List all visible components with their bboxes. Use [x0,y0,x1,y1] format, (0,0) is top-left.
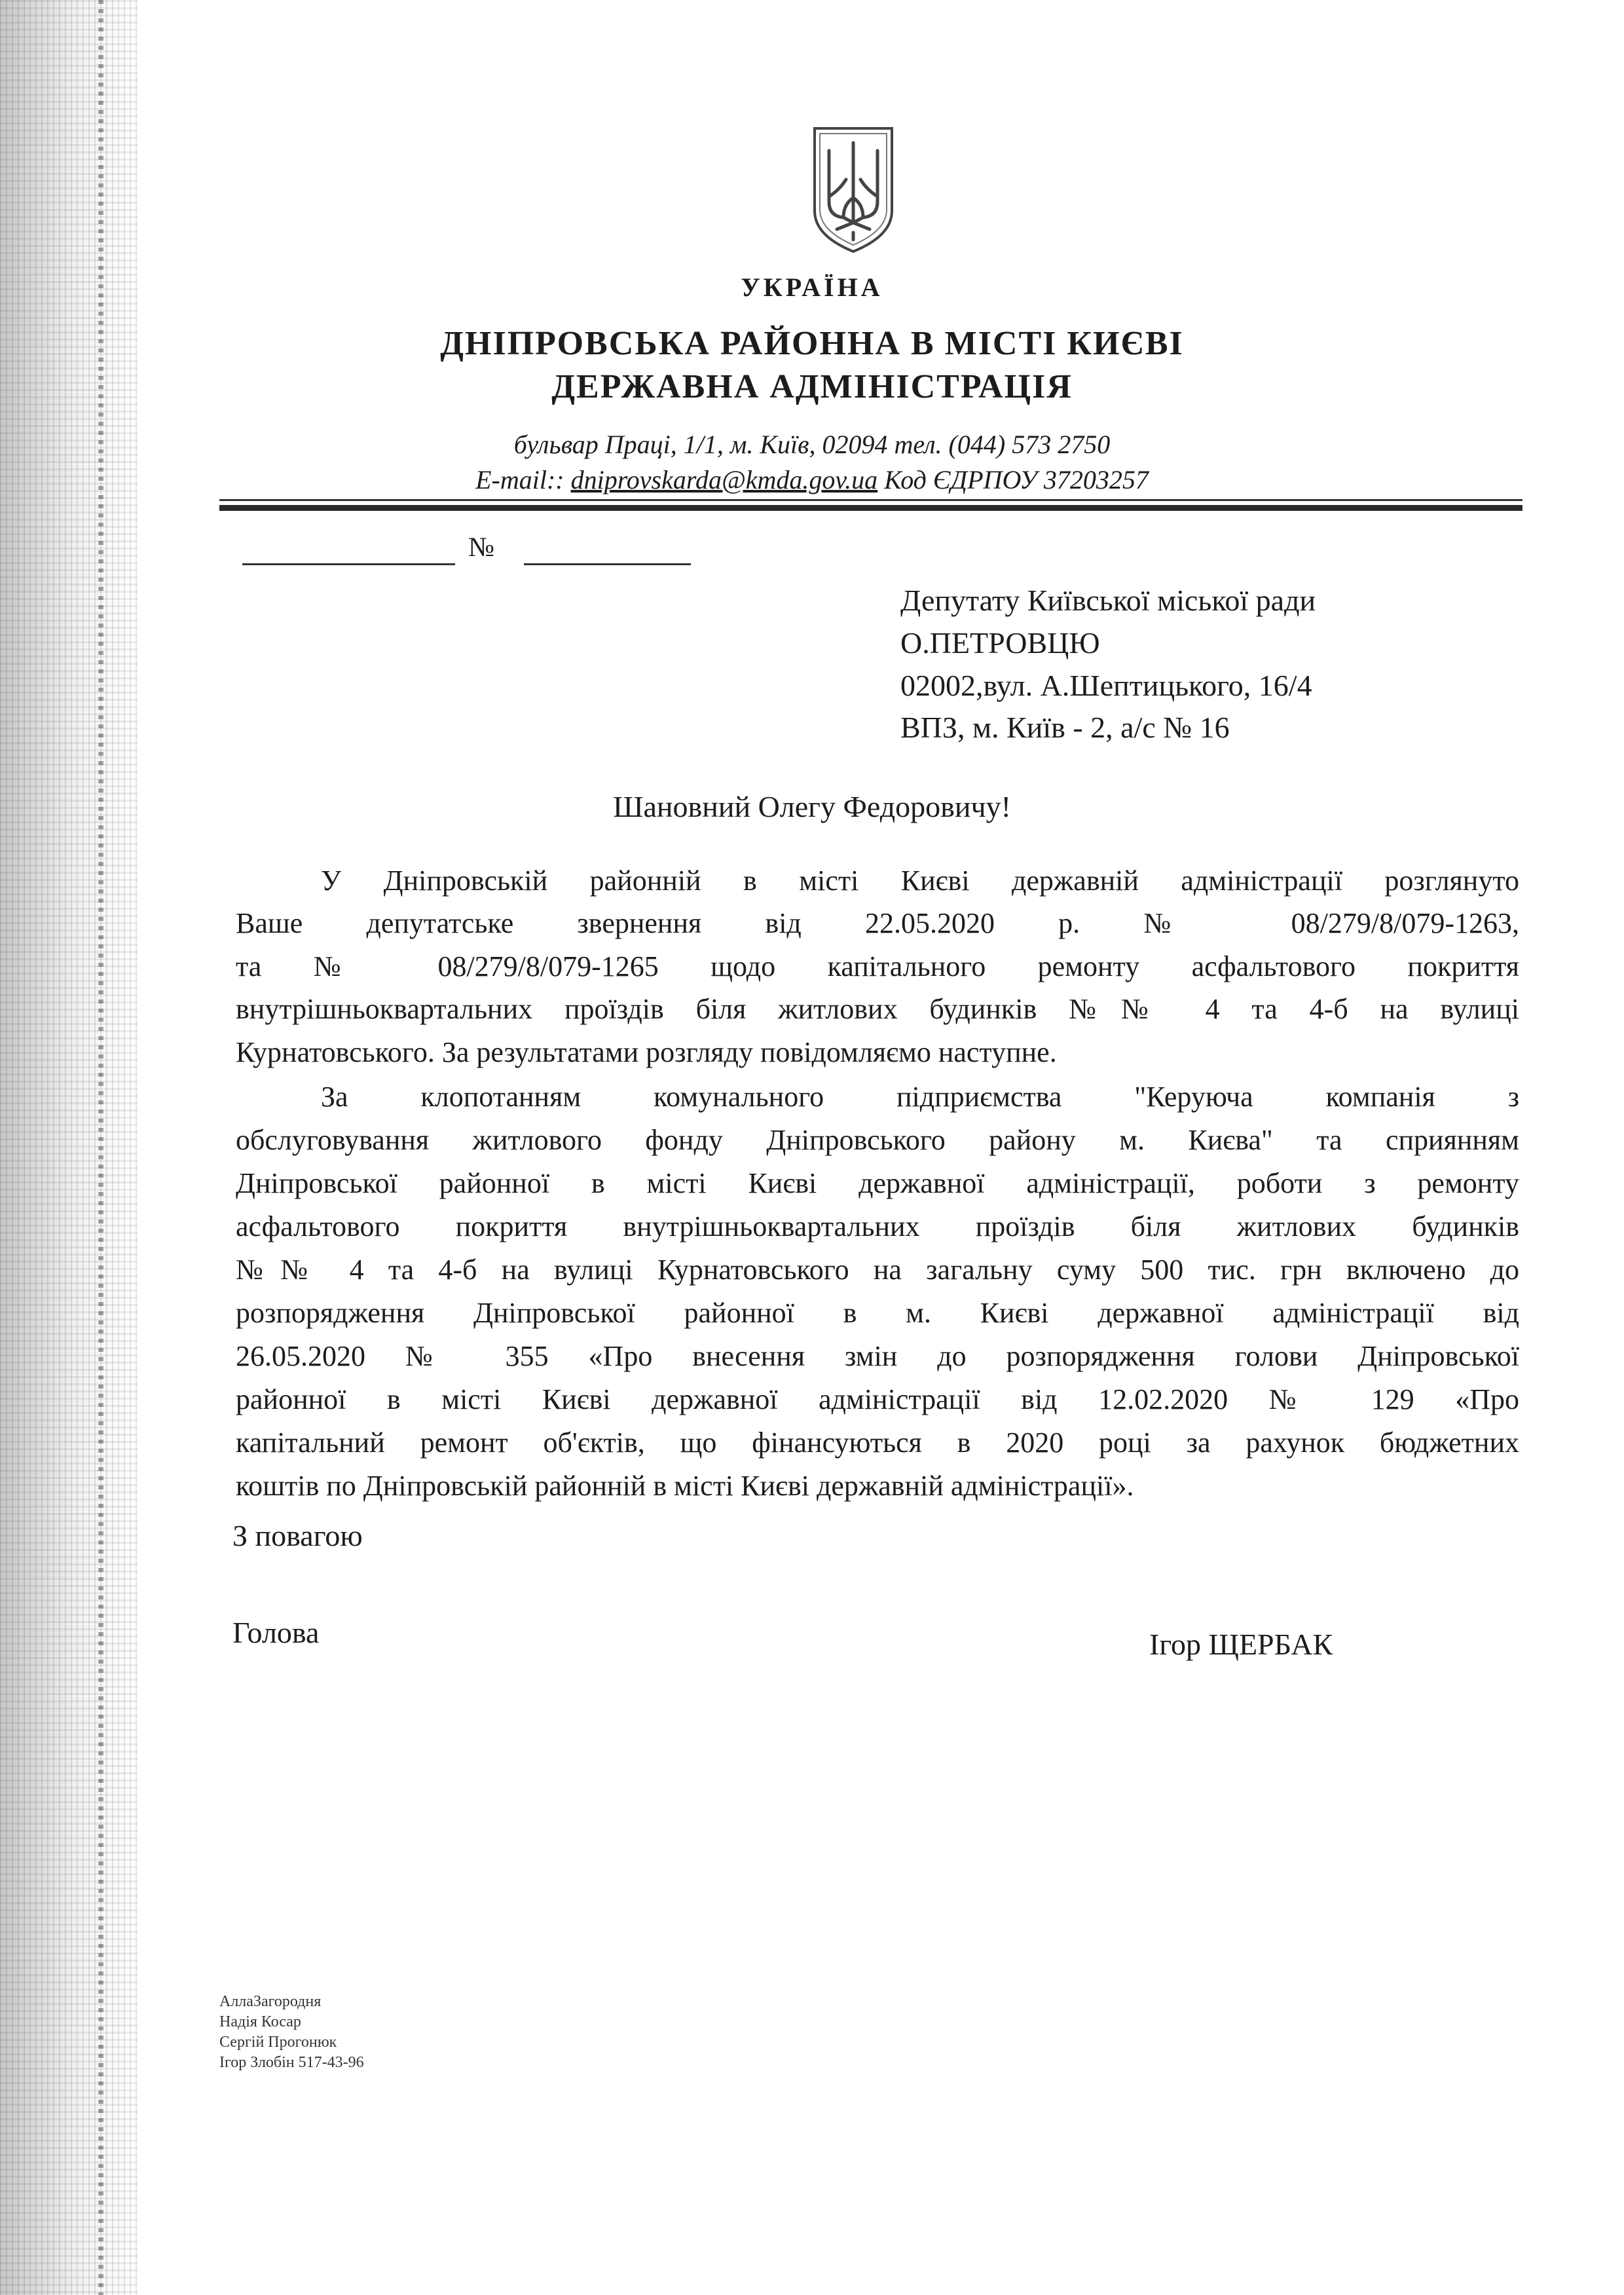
salutation: Шановний Олегу Федоровичу! [613,790,1011,823]
body-line: Ваше депутатське звернення від 22.05.2020 р. № 08/279/8/079-1263, [236,907,1519,939]
executor-line: Сергій Прогонюк [219,2034,337,2051]
body-line: 26.05.2020 № 355 «Про внесення змін до розпорядження голови Дніпровської [236,1340,1519,1372]
recipient-line: ВПЗ, м. Київ - 2, а/с № 16 [900,711,1230,744]
registration-number-sign: № [468,532,495,563]
tryzub-coat-of-arms-icon [811,124,896,255]
registration-date-blank [242,563,455,565]
org-contacts [0,464,1624,495]
executor-line: Надія Косар [219,2013,301,2030]
body-line: Дніпровської районної в місті Києві державної адміністрації, роботи з ремонту [236,1167,1519,1199]
body-line: обслуговування житлового фонду Дніпровського району м. Києва" та сприянням [236,1124,1519,1156]
body-line: розпорядження Дніпровської районної в м. Києві державної адміністрації від [236,1297,1519,1329]
body-line: Курнатовського. За результатами розгляду повідомляємо наступне. [236,1036,1057,1068]
signatory-position: Голова [232,1616,320,1649]
body-line: асфальтового покриття внутрішньоквартальних проїздів біля житлових будинків [236,1210,1519,1242]
body-line: районної в місті Києві державної адміністрації від 12.02.2020 № 129 «Про [236,1383,1519,1415]
recipient-line: Депутату Київської міської ради [900,584,1316,617]
body-line: капітальний ремонт об'єктів, що фінансуються в 2020 році за рахунок бюджетних [236,1427,1519,1459]
executor-line: Ігор Злобін 517-43-96 [219,2054,364,2071]
closing-phrase: З повагою [232,1519,363,1552]
edrpou-code: Код ЄДРПОУ 37203257 [884,465,1149,494]
recipient-line: 02002,вул. А.Шептицького, 16/4 [900,669,1312,702]
signatory-name: Ігор ЩЕРБАК [1149,1628,1333,1661]
org-name-line2: ДЕРЖАВНА АДМІНІСТРАЦІЯ [551,368,1073,405]
registration-number-blank [524,563,691,565]
body-line: У Дніпровській районній в місті Києві державній адміністрації розглянуто [321,865,1519,897]
recipient-line: О.ПЕТРОВЦЮ [900,626,1100,660]
body-line: За клопотанням комунального підприємства "Керуюча компанія з [321,1081,1519,1113]
body-line: та № 08/279/8/079-1265 щодо капітального ремонту асфальтового покриття [236,950,1519,982]
header-divider-thick [219,505,1522,511]
org-address: бульвар Праці, 1/1, м. Київ, 02094 тел. (044) 573 2750 [513,430,1111,459]
executor-line: АллаЗагородня [219,1993,322,2010]
email-link[interactable]: dniprovskarda@kmda.gov.ua [570,465,878,494]
country-name: УКРАЇНА [741,272,883,302]
body-line: внутрішньоквартальних проїздів біля житлових будинків №№ 4 та 4-б на вулиці [236,993,1519,1025]
email-label: E-mail:: [475,465,564,494]
org-name-line1: ДНІПРОВСЬКА РАЙОННА В МІСТІ КИЄВІ [440,325,1184,362]
header-divider-thin [219,499,1522,501]
body-line: коштів по Дніпровській районній в місті Києві державній адміністрації». [236,1470,1134,1502]
body-line: №№ 4 та 4-б на вулиці Курнатовського на загальну суму 500 тис. грн включено до [236,1254,1519,1286]
